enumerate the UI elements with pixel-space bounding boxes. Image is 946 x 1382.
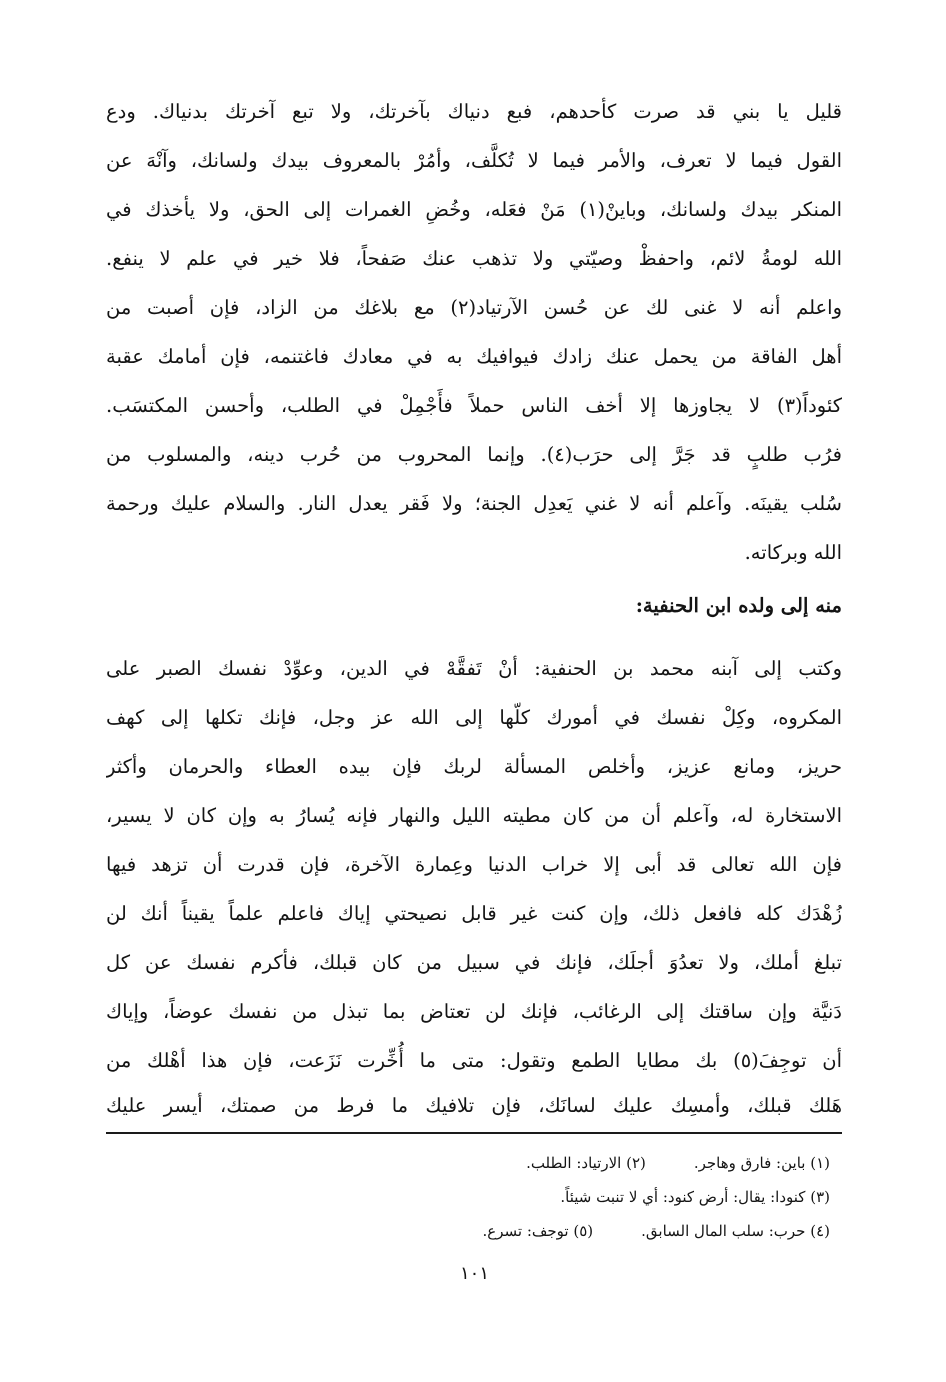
text-line: قليل يا بني قد صرت كأحدهم، فبع دنياك بآخرتك، ولا تبع آخرتك بدنياك. ودع: [106, 100, 842, 123]
footnote-1: (١) باين: فارق وهاجر.: [693, 1154, 830, 1172]
text-line: هَلك قبلك، وأمسِك عليك لسانَك، فإن تلافيك ما فرط من صمتك، أيسر عليك: [106, 1094, 842, 1117]
text-line: أهل الفاقة من يحمل عنك زادك فيوافيك به في معادك فاغتنمه، فإن أمامك عقبة: [106, 345, 842, 368]
footnote-line: [560, 1180, 830, 1214]
text-line: الاستخارة له، وآعلم أن من كان مطيته الليل والنهار فإنه يُسارُ به وإن كان لا يسير،: [106, 804, 842, 827]
text-line: المكروه، وكِلْ نفسك في أمورك كلّها إلى الله عز وجل، فإنك تكلها إلى كهف: [106, 706, 842, 729]
text-line: المنكر بيدك ولسانك، وباينْ(١) مَنْ فعَله، وخُضِ الغمرات إلى الحق، ولا يأخذك في: [106, 198, 842, 221]
footnote-line: [526, 1146, 830, 1180]
text-line: دَنيَّة وإن ساقتك إلى الرغائب، فإنك لن تعتاض بما تبذل من نفسك عوضاً، وإياك: [106, 1000, 842, 1023]
text-line: فإن الله تعالى قد أبى إلا خراب الدنيا وعِمارة الآخرة، فإن قدرت أن تزهد فيها: [106, 853, 842, 876]
text-line: فرُب طلبٍ قد جَرَّ إلى حرَب(٤). وإنما المحروب من حُرب دينه، والمسلوب من: [106, 443, 842, 466]
text-line: واعلم أنه لا غنى لك عن حُسن الآرتياد(٢) مع بلاغك من الزاد، فإن أصبت من: [106, 296, 842, 319]
section-heading: منه إلى ولده ابن الحنفية:: [635, 594, 842, 617]
footnote-5: (٥) توجف: تسرع.: [482, 1222, 594, 1240]
text-line: زُهْدَك كله فافعل ذلك، وإن كنت غير قابل نصيحتي إياك فاعلم علماً يقيناً أنك لن: [106, 902, 842, 925]
footnote-3: (٣) كنودا: يقال: أرض كنود: أي لا تنبت شيئاً.: [560, 1188, 830, 1206]
footnote-2: (٢) الارتياد: الطلب.: [526, 1154, 646, 1172]
text-line: الله وبركاته.: [744, 541, 842, 564]
text-line: تبلغ أملك، ولا تعدُوَ أجلَك، فإنك في سبيل من كان قبلك، فأكرم نفسك عن كل: [106, 951, 842, 974]
text-line: الله لومةُ لائم، واحفظْ وصيّتي ولا تذهب عنك صَفحاً، فلا خير في علم لا ينفع.: [106, 247, 842, 270]
footnote-divider: [106, 1132, 842, 1134]
text-line: وكتب إلى آبنه محمد بن الحنفية: أنْ تَفقَّهْ في الدين، وعوِّدْ نفسك الصبر على: [106, 657, 842, 680]
text-line: كئوداً(٣) لا يجاوزها إلا أخف الناس حملاً فأَجْمِلْ في الطلب، وأحسن المكتسَب.: [106, 394, 842, 417]
text-line: سُلب يقينَه. وآعلم أنه لا غني يَعدِل الجنة؛ ولا فَقر يعدل النار. والسلام عليك ورحمة: [106, 492, 842, 515]
footnote-line: [483, 1214, 831, 1248]
text-line: حريز، ومانع عزيز، وأخلص المسألة لربك فإن بيده العطاء والحرمان وأكثر: [106, 755, 842, 778]
footnote-4: (٤) حرب: سلب المال السابق.: [641, 1222, 830, 1240]
text-line: القول فيما لا تعرف، والأمر فيما لا تُكلَّف، وأمُرْ بالمعروف بيدك ولسانك، وآنْهَ عن: [106, 149, 842, 172]
page-number: ١٠١: [460, 1263, 490, 1284]
text-line: أن توجِفَ(٥) بك مطايا الطمع وتقول: متى ما أُخِّرت نَزَعت، فإن هذا أهْلك من: [106, 1049, 842, 1072]
